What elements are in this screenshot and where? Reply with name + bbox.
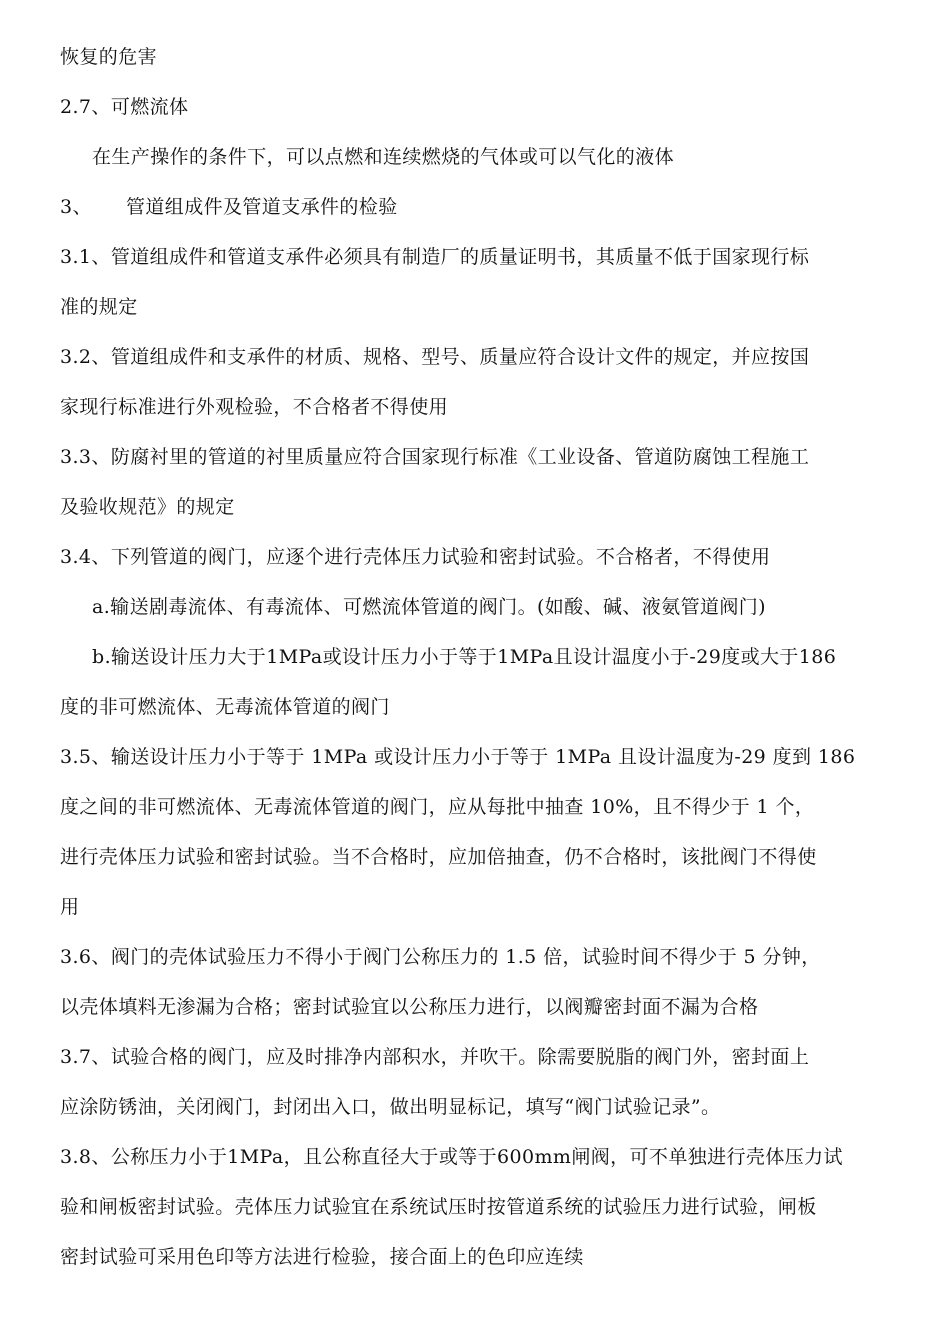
text-line: 准的规定 xyxy=(60,296,138,318)
text-line: 3.4、下列管道的阀门，应逐个进行壳体压力试验和密封试验。不合格者，不得使用 xyxy=(60,546,771,568)
section-title: 管道组成件及管道支承件的检验 xyxy=(126,196,398,218)
text-line: 3.1、管道组成件和管道支承件必须具有制造厂的质量证明书，其质量不低于国家现行标 xyxy=(60,246,810,268)
text-line: b.输送设计压力大于1MPa或设计压力小于等于1MPa且设计温度小于-29度或大于186 xyxy=(92,646,837,668)
text-line: 验和闸板密封试验。壳体压力试验宜在系统试压时按管道系统的试验压力进行试验，闸板 xyxy=(60,1196,817,1218)
text-line: 恢复的危害 xyxy=(60,46,158,68)
text-line: 3.8、公称压力小于1MPa，且公称直径大于或等于600mm闸阀，可不单独进行壳体压力试 xyxy=(60,1146,843,1168)
text-line: 应涂防锈油，关闭阀门，封闭出入口，做出明显标记，填写“阀门试验记录”。 xyxy=(60,1096,721,1118)
text-line: 3.6、阀门的壳体试验压力不得小于阀门公称压力的 1.5 倍，试验时间不得少于 5 分钟， xyxy=(60,946,821,968)
text-line: 及验收规范》的规定 xyxy=(60,496,235,518)
text-line: 度的非可燃流体、无毒流体管道的阀门 xyxy=(60,696,390,718)
text-line: 度之间的非可燃流体、无毒流体管道的阀门，应从每批中抽查 10%，且不得少于 1 个， xyxy=(60,796,815,818)
text-line: 在生产操作的条件下，可以点燃和连续燃烧的气体或可以气化的液体 xyxy=(92,146,675,168)
text-line: 3.7、试验合格的阀门，应及时排净内部积水，并吹干。除需要脱脂的阀门外，密封面上 xyxy=(60,1046,810,1068)
text-line: 2.7、可燃流体 xyxy=(60,96,189,118)
section-number: 3、 xyxy=(60,196,92,218)
text-line: a.输送剧毒流体、有毒流体、可燃流体管道的阀门。(如酸、碱、液氨管道阀门) xyxy=(92,596,766,618)
text-line: 3.5、输送设计压力小于等于 1MPa 或设计压力小于等于 1MPa 且设计温度为-29 度到 186 xyxy=(60,746,856,768)
text-line: 家现行标准进行外观检验，不合格者不得使用 xyxy=(60,396,449,418)
text-line: 3.3、防腐衬里的管道的衬里质量应符合国家现行标准《工业设备、管道防腐蚀工程施工 xyxy=(60,446,810,468)
text-line: 进行壳体压力试验和密封试验。当不合格时，应加倍抽查，仍不合格时，该批阀门不得使 xyxy=(60,846,817,868)
section-heading xyxy=(60,194,920,220)
text-line: 用 xyxy=(60,896,80,918)
text-line: 3.2、管道组成件和支承件的材质、规格、型号、质量应符合设计文件的规定，并应按国 xyxy=(60,346,810,368)
text-line: 密封试验可采用色印等方法进行检验，接合面上的色印应连续 xyxy=(60,1246,584,1268)
text-line: 以壳体填料无渗漏为合格；密封试验宜以公称压力进行，以阀瓣密封面不漏为合格 xyxy=(60,996,759,1018)
